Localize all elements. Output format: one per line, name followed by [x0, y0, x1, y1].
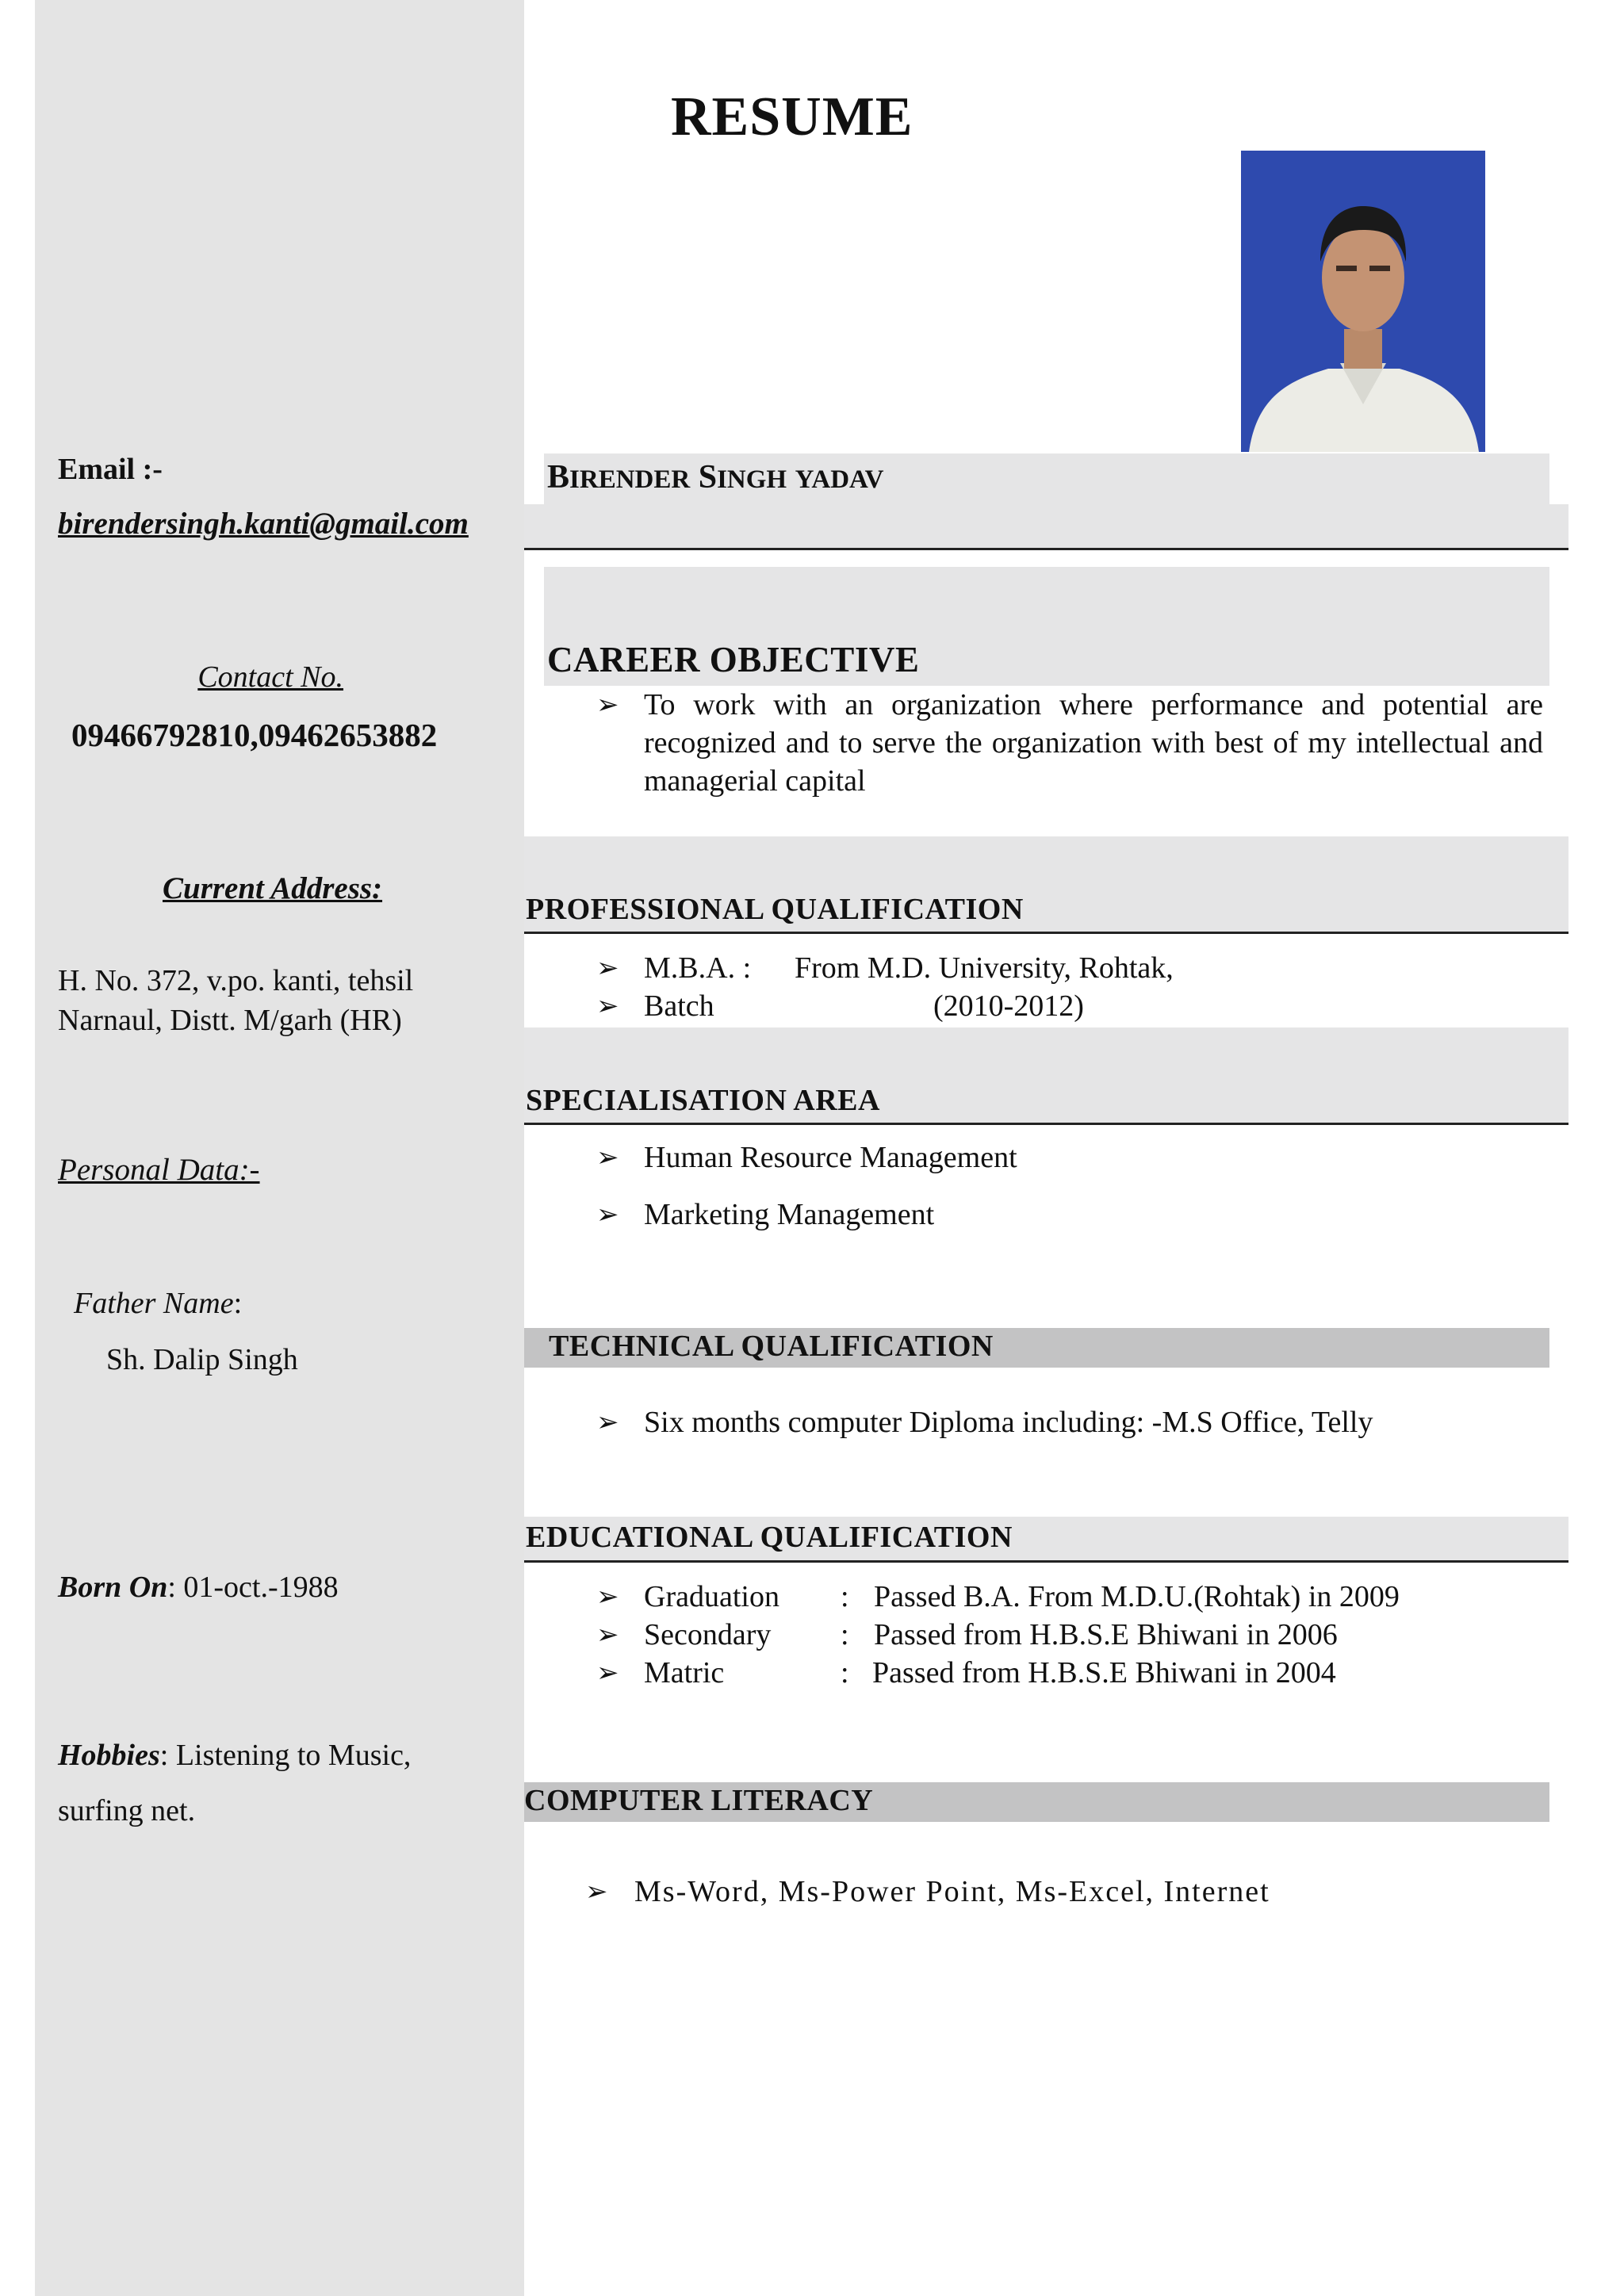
candidate-name [547, 458, 883, 496]
specialisation-item [596, 1138, 1017, 1177]
email-link[interactable]: birendersingh.kanti@gmail.com [58, 507, 469, 541]
technical-list [596, 1403, 1373, 1441]
born-on-row [58, 1570, 339, 1605]
address-line2: Narnaul, Distt. M/garh (HR) [58, 1004, 402, 1037]
career-objective [596, 686, 1543, 800]
education-sep: : [841, 1618, 849, 1651]
specialisation-item-text: Marketing Management [644, 1198, 935, 1231]
computer-item-text: Ms-Word, Ms-Power Point, Ms-Excel, Internet [634, 1875, 1270, 1908]
page-title: RESUME [671, 86, 914, 147]
specialisation-item [596, 1196, 1017, 1234]
computer-heading: COMPUTER LITERACY [524, 1784, 874, 1817]
career-text: To work with an organization where performance and potential are recognized and to serve the organization with best of my intellectual and managerial capital [644, 688, 1543, 798]
arrow-bullet-icon: ➢ [596, 1581, 619, 1613]
arrow-bullet-icon: ➢ [596, 952, 619, 984]
technical-item-text: Six months computer Diploma including: -M.S Office, Telly [644, 1406, 1373, 1439]
technical-heading: TECHNICAL QUALIFICATION [549, 1330, 994, 1363]
name-first-rest: IRENDER [569, 465, 691, 494]
name-first-initial: B [547, 459, 570, 496]
arrow-bullet-icon: ➢ [585, 1876, 608, 1908]
specialisation-rule [524, 1123, 1568, 1125]
father-name-colon: : [233, 1287, 243, 1320]
name-last: YADAV [795, 465, 884, 494]
educational-rule [524, 1560, 1568, 1563]
father-name-value: Sh. Dalip Singh [106, 1343, 298, 1376]
education-detail: Passed from H.B.S.E Bhiwani in 2004 [872, 1656, 1336, 1689]
education-sep: : [841, 1656, 849, 1689]
arrow-bullet-icon: ➢ [596, 1199, 619, 1230]
name-rule [524, 548, 1568, 550]
father-name-row [74, 1286, 242, 1321]
batch-label: Batch [644, 989, 714, 1023]
arrow-bullet-icon: ➢ [596, 990, 619, 1022]
contact-label-wrap [58, 660, 343, 695]
profile-photo [1241, 151, 1485, 452]
contact-label: Contact No. [197, 660, 343, 694]
arrow-bullet-icon: ➢ [596, 689, 619, 721]
contact-number: 09466792810,09462653882 [71, 717, 438, 753]
name-band-lower [524, 504, 1568, 549]
career-heading: CAREER OBJECTIVE [547, 640, 920, 679]
educational-heading: EDUCATIONAL QUALIFICATION [526, 1521, 1013, 1554]
professional-rule [524, 932, 1568, 934]
sidebar [35, 0, 524, 2296]
career-bullet [596, 686, 1543, 800]
address-label: Current Address: [163, 871, 383, 905]
technical-item [596, 1403, 1373, 1441]
arrow-bullet-icon: ➢ [596, 1657, 619, 1689]
personal-data-label: Personal Data:- [58, 1153, 260, 1187]
mba-value: From M.D. University, Rohtak, [795, 951, 1174, 985]
mba-label: M.B.A. : [644, 951, 752, 985]
person-photo-icon [1241, 151, 1485, 452]
hobbies-row [58, 1738, 411, 1773]
arrow-bullet-icon: ➢ [596, 1142, 619, 1173]
address-line1: H. No. 372, v.po. kanti, tehsil [58, 964, 414, 997]
professional-heading: PROFESSIONAL QUALIFICATION [526, 893, 1024, 926]
hobbies-value-line2: surfing net. [58, 1794, 196, 1827]
education-level: Matric [644, 1656, 725, 1689]
name-mid-rest: INGH [717, 465, 787, 494]
hobbies-label: Hobbies [58, 1739, 160, 1772]
hobbies-value-line1: : Listening to Music, [159, 1739, 412, 1772]
specialisation-item-text: Human Resource Management [644, 1141, 1017, 1174]
education-level: Secondary [644, 1618, 772, 1651]
born-on-value: : 01-oct.-1988 [167, 1571, 339, 1604]
father-name-label: Father Name [74, 1287, 234, 1320]
email-label: Email :- [58, 453, 163, 486]
arrow-bullet-icon: ➢ [596, 1619, 619, 1651]
born-on-label: Born On [58, 1571, 168, 1604]
education-level: Graduation [644, 1580, 779, 1613]
computer-list [585, 1873, 1270, 1911]
education-detail: Passed B.A. From M.D.U.(Rohtak) in 2009 [874, 1580, 1400, 1613]
arrow-bullet-icon: ➢ [596, 1406, 619, 1438]
specialisation-heading: SPECIALISATION AREA [526, 1084, 880, 1117]
education-detail: Passed from H.B.S.E Bhiwani in 2006 [874, 1618, 1338, 1651]
batch-value: (2010-2012) [933, 989, 1084, 1023]
name-mid-initial: S [698, 459, 718, 496]
education-sep: : [841, 1580, 849, 1613]
computer-item [585, 1873, 1270, 1911]
specialisation-list [596, 1138, 1017, 1234]
